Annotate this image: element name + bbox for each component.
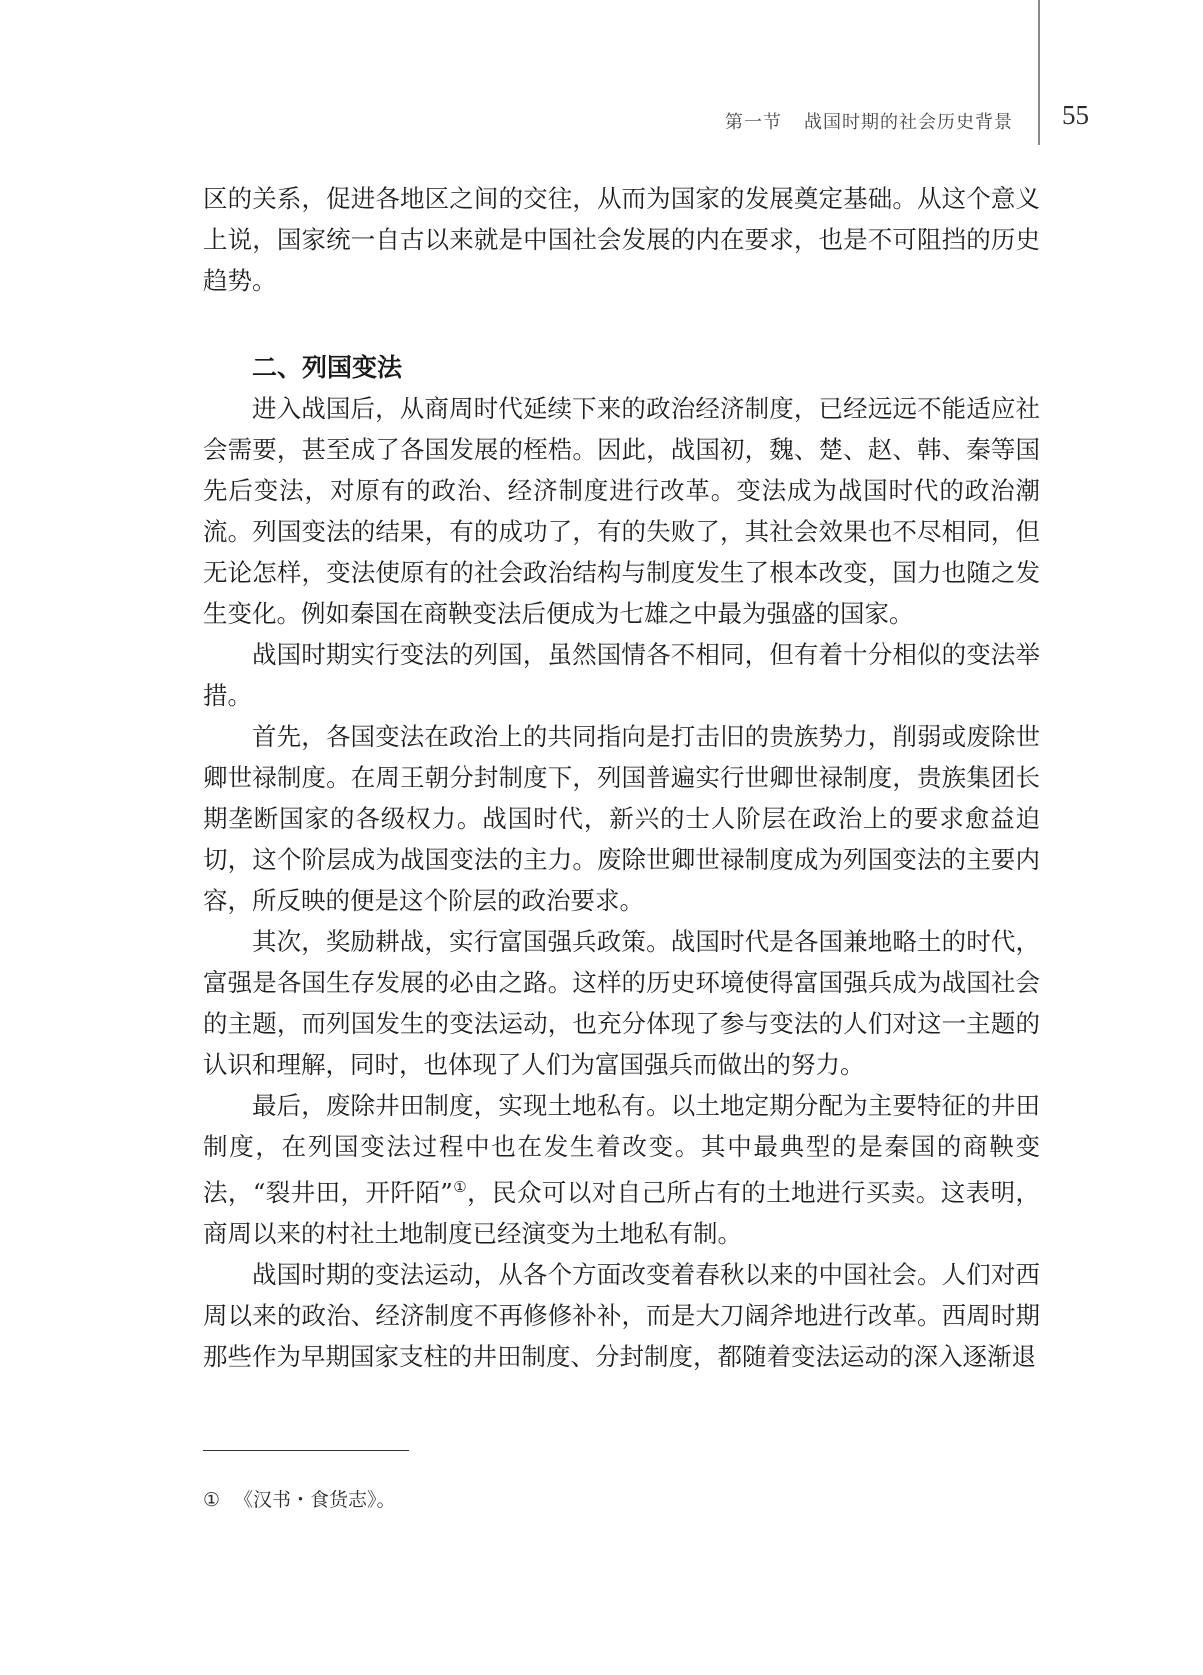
paragraph-7: 战国时期的变法运动，从各个方面改变着春秋以来的中国社会。人们对西周以来的政治、经济制度不再修修补补，而是大刀阔斧地进行改革。西周时期那些作为早期国家支柱的井田制度、分封制度，都随着变法运动的深入逐渐退 <box>203 1260 1040 1372</box>
paragraph-1: 区的关系，促进各地区之间的交往，从而为国家的发展奠定基础。从这个意义上说，国家统一自古以来就是中国社会发展的内在要求，也是不可阻挡的历史趋势。 <box>203 184 1040 295</box>
body-text <box>203 178 1040 1377</box>
section-label: 第一节 <box>725 112 782 133</box>
page-number: 55 <box>1062 100 1089 130</box>
section-heading: 二、列国变法 <box>252 353 403 382</box>
footnote-divider <box>203 1450 409 1451</box>
section-title: 战国时期的社会历史背景 <box>804 112 1013 133</box>
paragraph-6-part-2: ，民众可以对自己所占有的土地进行买卖。这表明，商周以来的村社土地制度已经演变为土地私有制。 <box>203 1178 1040 1249</box>
footnote-text: 《汉书・食货志》。 <box>234 1489 396 1511</box>
footnote-mark: ① <box>203 1489 221 1511</box>
paragraph-6 <box>203 1085 1040 1254</box>
paragraph-3: 战国时期实行变法的列国，虽然国情各不相同，但有着十分相似的变法举措。 <box>203 640 1040 710</box>
footnote-reference: ① <box>452 1178 468 1196</box>
running-header <box>725 108 1013 134</box>
header-vertical-rule <box>1038 0 1040 145</box>
paragraph-4: 首先，各国变法在政治上的共同指向是打击旧的贵族势力，削弱或废除世卿世禄制度。在周王朝分封制度下，列国普遍实行世卿世禄制度，贵族集团长期垄断国家的各级权力。战国时代，新兴的士人阶层在政治上的要求愈益迫切，这个阶层成为战国变法的主力。废除世卿世禄制度成为列国变法的主要内容，所反映的便是这个阶层的政治要求。 <box>203 722 1040 915</box>
footnote <box>203 1485 396 1512</box>
paragraph-2: 进入战国后，从商周时代延续下来的政治经济制度，已经远远不能适应社会需要，甚至成了各国发展的桎梏。因此，战国初，魏、楚、赵、韩、秦等国先后变法，对原有的政治、经济制度进行改革。变法成为战国时代的政治潮流。列国变法的结果，有的成功了，有的失败了，其社会效果也不尽相同，但无论怎样，变法使原有的社会政治结构与制度发生了根本改变，国力也随之发生变化。例如秦国在商鞅变法后便成为七雄之中最为强盛的国家。 <box>203 394 1040 628</box>
paragraph-6-part-1: 最后，废除井田制度，实现土地私有。以土地定期分配为主要特征的井田制度，在列国变法过程中也在发生着改变。其中最典型的是秦国的商鞅变法，“裂井田，开阡陌” <box>203 1091 1040 1208</box>
paragraph-5: 其次，奖励耕战，实行富国强兵政策。战国时代是各国兼地略土的时代，富强是各国生存发展的必由之路。这样的历史环境使得富国强兵成为战国社会的主题，而列国发生的变法运动，也充分体现了参与变法的人们对这一主题的认识和理解，同时，也体现了人们为富国强兵而做出的努力。 <box>203 927 1040 1079</box>
